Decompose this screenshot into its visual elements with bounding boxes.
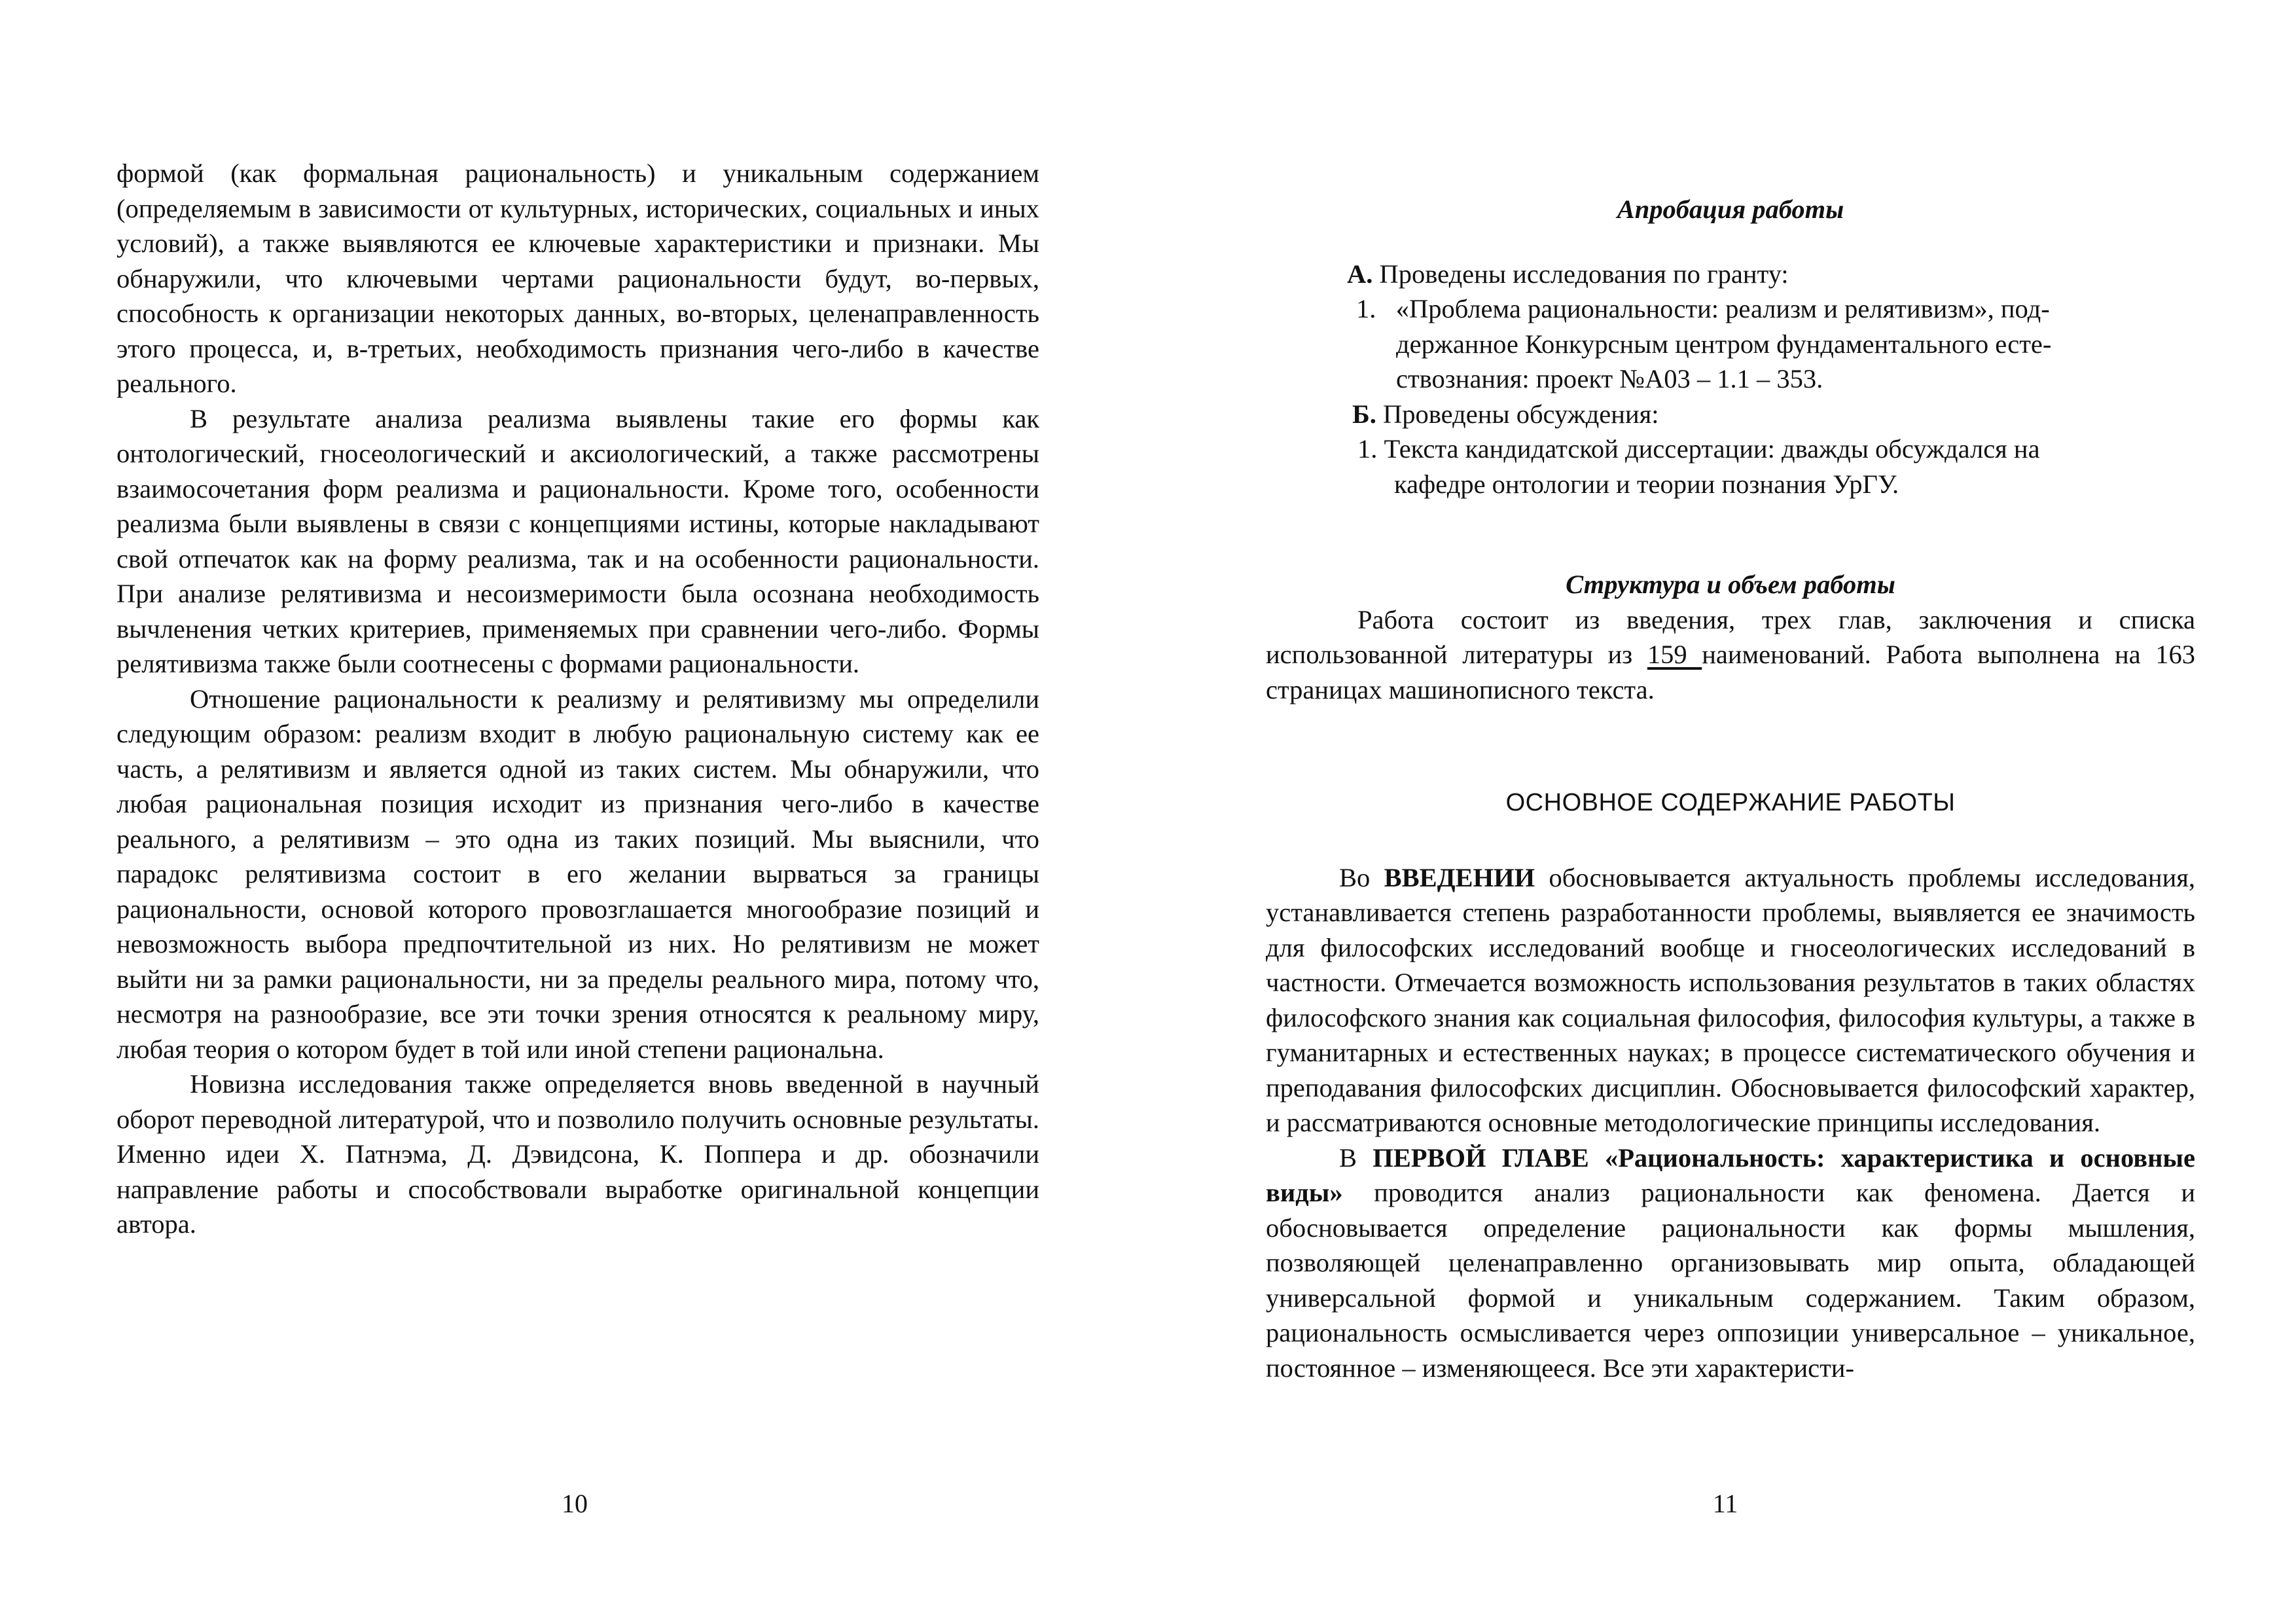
list-text: Проведены исследования по гранту: <box>1379 259 1789 289</box>
paragraph: формой (как формальная рациональность) и уникальным содержанием (определяемым в зависимости от культурных, исторических, социальных и иных условий), а также выявляются ее ключевые характеристики и признаки. Мы обнаружили, что ключевыми чертами рациональности будут, во-первых, способность к организации некоторых данных, во-вторых, целенаправленность этого процесса, и, в-третьих, необходимость признания чего-либо в качестве реального. <box>117 158 1039 398</box>
paragraph: Новизна исследования также определяется вновь введенной в научный оборот переводной литературой, что и позволило получить основные результаты. Именно идеи Х. Патнэма, Д. Дэвидсона, К. Поппера и др. обозначили направление работы и способствовали выработке оригинальной концепции автора. <box>117 1069 1039 1239</box>
list-continuation: кафедре онтологии и теории познания УрГУ. <box>1394 469 1899 499</box>
approbation-list <box>1266 257 2195 502</box>
structure-text: Работа состоит из введения, трех глав, заключения и списка использованной литературы из <box>1266 604 2195 669</box>
page-number: 11 <box>1712 1489 1738 1518</box>
main-content-heading: ОСНОВНОЕ СОДЕРЖАНИЕ РАБОТЫ <box>1505 789 1956 816</box>
list-marker: Б. <box>1352 399 1376 429</box>
paragraph: В результате анализа реализма выявлены такие его формы как онтологический, гносеологический и аксиологический, а также рассмотрены взаимосочетания форм реализма и рациональности. Кроме того, особенности реализма были выявлены в связи с концепциями истины, которые накладывают свой отпечаток как на форму реализма, так и на особенности рациональности. При анализе релятивизма и несоизмеримости была осознана необходимость вычленения четких критериев, применяемых при сравнении чего-либо. Формы релятивизма также были соотнесены с формами рациональности. <box>117 403 1039 678</box>
structure-heading: Структура и объем работы <box>1566 570 1895 599</box>
chapter-prefix: В <box>1339 1142 1373 1173</box>
list-item-1 <box>1266 291 2195 327</box>
left-page-text <box>117 156 1039 1242</box>
list-item-discussion: 1. Текста кандидатской диссертации: дважды обсуждался на <box>1357 434 2040 464</box>
list-item-a <box>1266 257 2195 292</box>
list-continuation: держанное Конкурсным центром фундаментального есте- <box>1396 329 2052 359</box>
structure-text-end: наименований. Работа выполнена на 163 страницах машинописного текста. <box>1266 640 2196 704</box>
intro-text: обосновывается актуальность проблемы исследования, устанавливается степень разработанности проблемы, выявляется ее значимость для философских исследований вообще и гносеологических исследований в частности. Отмечается возможность использования результатов в таких областях философского знания как социальная философия, философия культуры, а также в гуманитарных и естественных науках; в процессе систематического обучения и преподавания философских дисциплин. Обосновывается философский характер, и рассматриваются основные методологические принципы исследования. <box>1266 862 2196 1137</box>
reference-count: 159 <box>1647 640 1702 669</box>
intro-bold: ВВЕДЕНИИ <box>1384 862 1535 892</box>
list-number: 1. <box>1356 294 1376 323</box>
chapter-text: проводится анализ рациональности как феномена. Дается и обосновывается определение рациональности как формы мышления, позволяющей целенаправленно организовывать мир опыта, обладающей универсальной формой и уникальным содержанием. Таким образом, рациональность осмысливается через оппозиции универсальное – уникальное, постоянное – изменяющееся. Все эти характеристи- <box>1266 1178 2195 1383</box>
paragraph: Отношение рациональности к реализму и релятивизму мы определили следующим образом: реализм входит в любую рациональную систему как ее часть, а релятивизм и является одной из таких систем. Мы обнаружили, что любая рациональная позиция исходит из признания чего-либо в качестве реального, а релятивизм – это одна из таких позиций. Мы выяснили, что парадокс релятивизма состоит в его желании вырваться за границы рациональности, основой которого провозглашается многообразие позиций и невозможность выбора предпочтительной из них. Но релятивизм не может выйти ни за рамки рациональности, ни за пределы реального мира, потому что, несмотря на разнообразие, все эти точки зрения относятся к реальному миру, любая теория о котором будет в той или иной степени рациональна. <box>117 684 1039 1064</box>
chapter-one-paragraph <box>1266 1140 2195 1386</box>
structure-paragraph <box>1266 602 2195 708</box>
right-page <box>1148 0 2296 1623</box>
list-continuation: ствознания: проект №А03 – 1.1 – 353. <box>1396 364 1823 393</box>
introduction-paragraph <box>1266 860 2195 1140</box>
list-marker: А. <box>1347 259 1373 289</box>
list-item-b <box>1266 397 2195 432</box>
right-page-text <box>1266 156 2195 1385</box>
list-text: «Проблема рациональности: реализм и релятивизм», под- <box>1395 294 2050 323</box>
intro-prefix: Во <box>1339 862 1384 892</box>
approbation-heading: Апробация работы <box>1617 194 1844 224</box>
list-text: Проведены обсуждения: <box>1383 399 1659 429</box>
page-number: 10 <box>562 1489 588 1518</box>
chapter-title: ПЕРВОЙ ГЛАВЕ «Рациональность: характеристика и основные виды» <box>1266 1142 2195 1207</box>
